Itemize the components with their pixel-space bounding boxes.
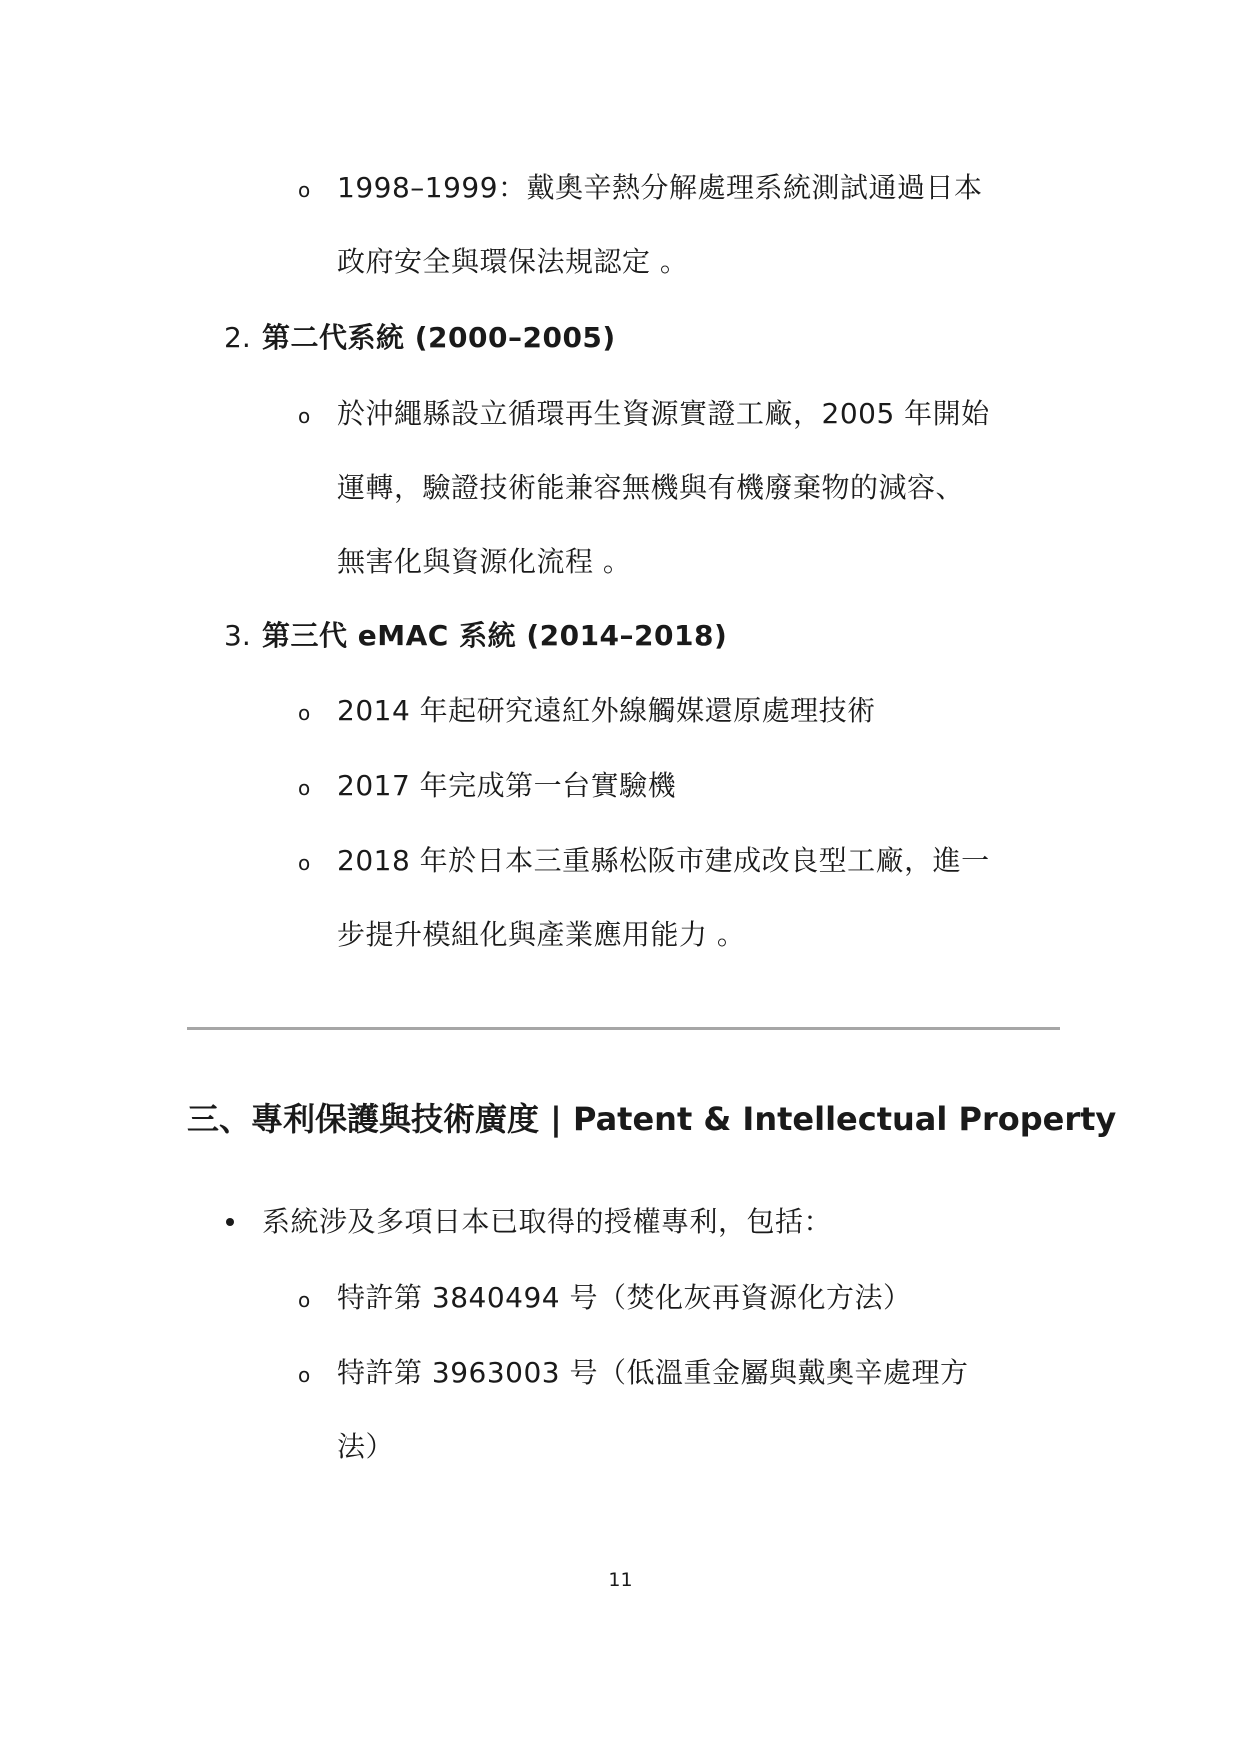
- list-number: 3.: [224, 619, 251, 652]
- page-number: 11: [608, 1569, 633, 1591]
- sub-bullet-marker: o: [298, 1288, 311, 1312]
- patent-item-text: 特許第 3840494 号（焚化灰再資源化方法）: [337, 1281, 912, 1314]
- list-number: 2.: [224, 321, 251, 354]
- list-item-text: 2017 年完成第一台實驗機: [337, 769, 677, 802]
- list-item-text: 於沖繩縣設立循環再生資源實證工廠，2005 年開始: [337, 397, 990, 430]
- bullet-dot-icon: [226, 1218, 234, 1226]
- sub-bullet-marker: o: [298, 851, 311, 875]
- section-heading: 三、專利保護與技術廣度 | Patent & Intellectual Property: [187, 1100, 1117, 1138]
- patent-item-text: 法）: [337, 1430, 395, 1463]
- list-item-text: 步提升模組化與產業應用能力 。: [337, 918, 746, 951]
- list-item-text: 政府安全與環保法規認定 。: [337, 245, 689, 278]
- list-item-text: 2018 年於日本三重縣松阪市建成改良型工廠，進一: [337, 844, 990, 877]
- list-item-text: 2014 年起研究遠紅外線觸媒還原處理技術: [337, 694, 876, 727]
- patent-item-text: 特許第 3963003 号（低溫重金屬與戴奧辛處理方: [337, 1356, 969, 1389]
- sub-bullet-marker: o: [298, 178, 311, 202]
- horizontal-divider: [187, 1027, 1060, 1030]
- sub-bullet-marker: o: [298, 1363, 311, 1387]
- section-item-title: 第三代 eMAC 系統 (2014–2018): [262, 619, 728, 652]
- list-item-text: 系統涉及多項日本已取得的授權專利，包括：: [262, 1205, 833, 1238]
- sub-bullet-marker: o: [298, 776, 311, 800]
- list-item-text: 運轉，驗證技術能兼容無機與有機廢棄物的減容、: [337, 471, 965, 504]
- sub-bullet-marker: o: [298, 404, 311, 428]
- list-item-text: 無害化與資源化流程 。: [337, 545, 632, 578]
- sub-bullet-marker: o: [298, 701, 311, 725]
- section-item-title: 第二代系統 (2000–2005): [262, 321, 616, 354]
- list-item-text: 1998–1999：戴奧辛熱分解處理系統測試通過日本: [337, 171, 983, 204]
